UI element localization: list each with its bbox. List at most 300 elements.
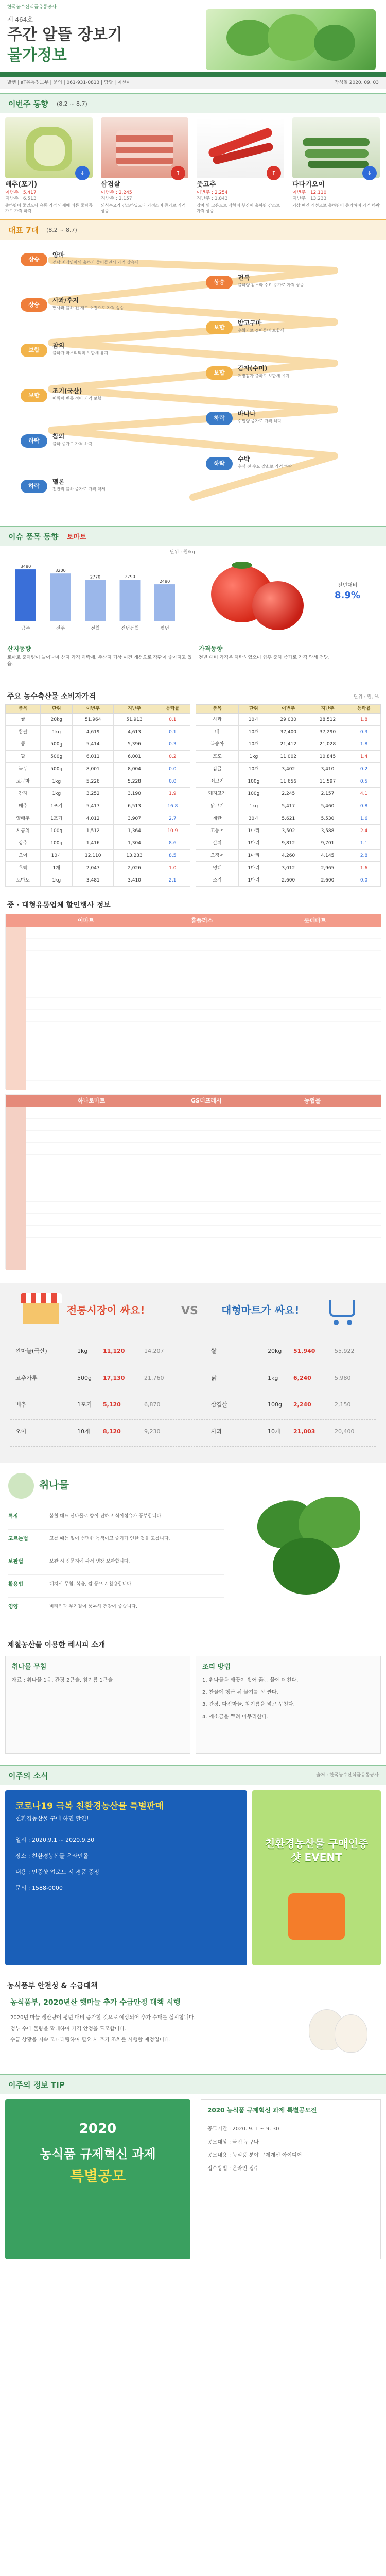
table-row [6,812,190,825]
cart-icon [329,1296,360,1327]
table-cell: 3,502 [269,825,308,837]
status-pill: 상승 [206,276,233,289]
versus-cell: 쌀 [211,1348,217,1354]
table-cell: 찹쌀 [6,726,41,738]
card-price-prev: 지난주 : 6,513 [5,196,37,201]
news-row: 내용 : 인증샷 업로드 시 경품 증정 [15,1868,99,1875]
markets-title: 중 · 대형유통업체 할인행사 정보 [7,901,111,909]
table-cell: 0.1 [155,726,190,738]
versus-cell: 사과 [211,1428,222,1435]
table-header: 품목 [196,705,239,714]
table-cell: 4,260 [269,850,308,862]
recipe-intro-lines [8,1507,224,1620]
item-note: 수확기로 접어들며 보합세 [238,328,285,333]
intro-label: 영양 [8,1604,19,1610]
recipe-left-box [5,1656,190,1754]
versus-cell: 14,207 [144,1348,164,1354]
table-row [196,874,381,887]
item-name: 사과/후지 [52,297,79,304]
recipe-step: 2. 찬물에 헹군 뒤 물기를 꼭 짠다. [202,1689,278,1696]
tick-label-1: 전주 [56,626,65,631]
trend-title: 이슈 품목 동향 [8,532,59,541]
table-cell: 0.2 [155,751,190,763]
table-cell: 9,701 [308,837,347,850]
versus-cell: 8,120 [103,1428,121,1435]
ladder-item [21,341,180,362]
table-cell: 갈치 [196,837,239,850]
table-cell: 4,619 [73,726,114,738]
table-cell: 2.7 [155,812,190,825]
table-row [6,751,190,763]
table-row [6,775,190,788]
poster-year: 2020 [79,2121,117,2137]
table-row [6,850,190,862]
table-cell: 1.1 [347,837,381,850]
table-cell: 100g [41,825,73,837]
recipe-intro-title: 취나물 [39,1479,69,1491]
garlic-image [299,1994,376,2061]
markets-table-2 [5,1094,381,1269]
weekly-title: 이번주 동향 [8,99,48,109]
tick-label-2: 전월 [91,626,100,631]
news-row: 일시 : 2020.9.1 ~ 2020.9.30 [15,1837,95,1843]
table-cell: 3,588 [308,825,347,837]
table-row [196,800,381,812]
versus-cell: 1포기 [77,1401,92,1408]
table-cell: 500g [41,738,73,751]
data-label-0: 3480 [20,564,31,569]
recipe-ingredients: 재료 : 취나물 1봉, 간장 2큰술, 참기름 1큰술 [12,1677,113,1683]
safety-line: 2020년 마늘 생산량이 평년 대비 증가할 것으로 예상되어 추가 수매를 실시합니다. [10,2015,196,2021]
status-pill: 보합 [21,344,47,357]
consumer-title: 주요 농수축산물 소비자가격 [7,692,96,701]
table-cell: 51,913 [114,714,155,726]
tomato-image [206,550,309,638]
versus-cell: 20,400 [335,1428,355,1435]
table-cell: 5,228 [114,775,155,788]
news-title: 이주의 소식 [8,1771,48,1781]
tip-section [0,2074,386,2269]
table-cell: 10,845 [308,751,347,763]
intro-label: 활용법 [8,1582,23,1587]
tip-line: 공모내용 : 농식품 분야 규제개선 아이디어 [207,2153,302,2158]
gift-icon [288,1893,345,1940]
table-cell: 1kg [41,874,73,887]
table-cell: 녹두 [6,763,41,775]
safety-line: 수급 상황을 지속 모니터링하여 필요 시 추가 조치를 시행할 예정입니다. [10,2037,171,2043]
versus-cell: 11,120 [103,1348,125,1354]
table-cell: 3,410 [114,874,155,887]
recipe-section [0,1638,386,1762]
table-cell: 3,252 [73,788,114,800]
versus-section [0,1283,386,1463]
trend-note-right [199,640,379,681]
versus-cell: 고추가루 [15,1375,38,1381]
table-cell: 0.0 [347,874,381,887]
item-name: 전복 [238,274,250,281]
versus-right-title: 대형마트가 싸요! [221,1304,300,1316]
table-row [196,714,381,726]
table-cell: 4,145 [308,850,347,862]
title-line-1: 주간 알뜰 장보기 [7,26,122,44]
intro-line [8,1530,224,1552]
table-cell: 시금치 [6,825,41,837]
table-cell: 1마리 [239,850,269,862]
ladder-item [21,250,180,272]
table-cell: 4,613 [114,726,155,738]
item-note: 수입량 증가로 가격 하락 [238,419,282,423]
trend-note-left [7,640,192,681]
table-row [196,862,381,874]
item-note: 추석 전 수요 감소로 가격 하락 [238,464,292,469]
table-cell: 명태 [196,862,239,874]
ladder-item [21,386,180,408]
table-cell: 20kg [41,714,73,726]
table-cell: 16.8 [155,800,190,812]
table-header: 이번주 [269,705,308,714]
table-header: 이번주 [73,705,114,714]
weekly-section [0,93,386,216]
versus-cell: 6,870 [144,1401,161,1408]
safety-title: 농식품부 안전성 & 수급대책 [7,1982,98,1990]
table-row [6,726,190,738]
table-cell: 37,400 [269,726,308,738]
data-label-3: 2790 [125,574,135,580]
header-vegetable-image [206,9,376,70]
tip-detail-title: 2020 농식품 규제혁신 과제 특별공모전 [207,2107,317,2114]
tick-label-3: 전년동월 [121,626,139,631]
weekly-card-pork [101,117,188,214]
ladder-item [206,273,365,294]
item-note: 전반적 출하 증가로 가격 약세 [52,487,106,492]
item-name: 바나나 [238,410,256,417]
trend-section [0,526,386,685]
table-row [196,850,381,862]
table-cell: 1.6 [347,862,381,874]
table-cell: 8,001 [73,763,114,775]
news-row: 문의 : 1588-0000 [15,1884,63,1891]
bar-3 [120,580,141,621]
up-arrow-icon: ↑ [267,166,281,180]
weekly-subtitle: (8.2 ~ 8.7) [57,100,87,107]
table-row [196,738,381,751]
versus-row [10,1340,376,1366]
tick-label-0: 금주 [21,626,30,631]
status-pill: 하락 [21,434,47,448]
intro-line [8,1552,224,1575]
table-row [196,837,381,850]
table-row [6,825,190,837]
table-cell: 돼지고기 [196,788,239,800]
table-cell: 고등어 [196,825,239,837]
table-row [6,800,190,812]
table-cell: 1kg [239,751,269,763]
table-cell: 2,600 [308,874,347,887]
card-name: 다다기오이 [292,181,325,189]
item-note: 출하 증가로 가격 하락 [52,442,93,446]
table-header: 지난주 [308,705,347,714]
org-name: 한국농수산식품유통공사 [7,5,57,10]
versus-cell: 닭 [211,1375,217,1381]
table-cell: 500g [41,763,73,775]
table-cell: 1마리 [239,874,269,887]
meta-left: 발행 | aT유통정보부 | 문의 | 061-931-0813 | 담당 | 이선미 [7,80,131,86]
table-row [196,788,381,800]
recipe-step: 3. 간장, 다진마늘, 참기름을 넣고 무친다. [202,1702,295,1707]
table-cell: 30개 [239,812,269,825]
event-poster [252,1790,381,1965]
table-cell: 5,417 [73,800,114,812]
weekly-card-pepper [197,117,284,214]
item-name: 멜론 [52,478,65,485]
table-cell: 3,190 [114,788,155,800]
versus-cell: 5,980 [335,1375,351,1381]
table-cell: 조기 [196,874,239,887]
table-row [196,775,381,788]
versus-cell: 5,120 [103,1401,121,1408]
table-row [196,763,381,775]
versus-cell: 깐마늘(국산) [15,1348,47,1354]
table-cell: 1kg [239,800,269,812]
status-pill: 상승 [21,298,47,312]
table-cell: 3,012 [269,862,308,874]
card-price-prev: 지난주 : 13,233 [292,196,327,201]
table-cell: 6,001 [114,751,155,763]
status-pill: 보합 [206,321,233,334]
weekly-card-cucumber [292,117,380,209]
versus-row [10,1366,376,1393]
table-cell: 500g [41,751,73,763]
weekly-card-cabbage [5,117,93,214]
card-desc: 출하량이 줄었으나 유통 가격 약세에 따른 물량증가로 가격 하락 [5,202,93,213]
table-row [6,738,190,751]
recipe-right-title: 조리 방법 [202,1663,231,1671]
table-cell: 51,964 [73,714,114,726]
table-cell: 쌀 [6,714,41,726]
card-price-prev: 지난주 : 1,843 [197,196,228,201]
table-row [6,874,190,887]
yoy-box [319,582,376,602]
item-name: 수박 [238,455,250,463]
versus-cell: 1kg [268,1375,278,1381]
bar-4 [154,584,175,621]
table-cell: 1kg [41,726,73,738]
table-cell: 10개 [239,763,269,775]
item-note: 전남 저장양파의 출하가 줄어들면서 가격 상승세 [52,260,139,265]
table-cell: 1.8 [347,738,381,751]
recipe-section-title: 제철농산물 이용한 레시피 소개 [7,1641,106,1649]
data-label-4: 2480 [159,579,170,584]
table-cell: 상추 [6,837,41,850]
table-row [6,837,190,850]
trend-unit: 단위 : 원/kg [170,550,195,555]
table-cell: 37,290 [308,726,347,738]
ladder-item [21,295,180,317]
table-cell: 콩 [6,738,41,751]
safety-section [0,1978,386,2071]
table-row [6,788,190,800]
card-name: 풋고추 [197,181,216,189]
table-cell: 4,012 [73,812,114,825]
table-cell: 계란 [196,812,239,825]
table-cell: 5,530 [308,812,347,825]
yoy-value: 8.9% [335,589,360,601]
table-cell: 10개 [239,726,269,738]
recipe-steps [202,1677,372,1725]
versus-cell: 오이 [15,1428,27,1435]
table-cell: 11,597 [308,775,347,788]
table-cell: 100g [41,837,73,850]
item-name: 밤고구마 [238,319,262,327]
card-desc: 기상 여건 개선으로 출하량이 증가하여 가격 하락 [292,202,380,208]
versus-cell: 2,240 [293,1401,311,1408]
table-cell: 100g [239,775,269,788]
table-row [196,726,381,738]
table-cell: 배 [196,726,239,738]
card-name: 삼겹살 [101,181,120,189]
table-cell: 호박 [6,862,41,874]
news-source: 출처 : 한국농수산식품유통공사 [316,1773,379,1778]
item-name: 감자(수미) [238,365,268,372]
poster-line-2: 특별공모 [69,2167,126,2184]
yoy-label: 전년대비 [337,583,358,588]
versus-cell: 6,240 [293,1375,311,1381]
item-note: 출하가 마무리되며 보합세 유지 [52,351,109,355]
trend-subtitle: 토마토 [67,533,86,541]
table-row [196,751,381,763]
table-row [6,862,190,874]
table-row [6,714,190,726]
versus-cell: 21,760 [144,1375,164,1381]
meta-right: 작성일 2020. 09. 03 [334,80,379,86]
table-cell: 사과 [196,714,239,726]
table-cell: 0.2 [347,763,381,775]
versus-cell: 17,130 [103,1375,125,1381]
ladder-item [206,409,365,430]
table-cell: 0.8 [347,800,381,812]
intro-line [8,1575,224,1598]
table-cell: 1마리 [239,837,269,850]
recipe-left-title: 취나물 무침 [12,1663,47,1671]
table-cell: 11,656 [269,775,308,788]
table-cell: 1포기 [41,812,73,825]
versus-cell: 100g [268,1401,282,1408]
table-cell: 10개 [239,738,269,751]
table-cell: 0.0 [155,763,190,775]
down-arrow-icon: ↓ [362,166,377,180]
table-cell: 5,226 [73,775,114,788]
card-price-now: 이번주 : 2,245 [101,190,132,195]
item-name: 조기(국산) [52,387,82,395]
table-cell: 0.3 [347,726,381,738]
banner-title: 코로나19 극복 친환경농산물 특별판매 [15,1801,164,1811]
table-cell: 28,512 [308,714,347,726]
tip-poster [5,2099,190,2259]
card-price-now: 이번주 : 12,110 [292,190,327,195]
table-cell: 2,965 [308,862,347,874]
table-cell: 5,460 [308,800,347,812]
card-desc: 외식수요가 감소하였으나 가정소비 증가로 가격 상승 [101,202,186,213]
versus-cell: 51,940 [293,1348,315,1354]
table-cell: 팥 [6,751,41,763]
table-cell: 2,245 [269,788,308,800]
up-arrow-icon: ↑ [171,166,185,180]
versus-cell: 55,922 [335,1348,355,1354]
bar-2 [85,580,106,621]
table-cell: 감자 [6,788,41,800]
consumer-section [0,688,386,894]
table-cell: 5,396 [114,738,155,751]
table-cell: 6,513 [114,800,155,812]
table-cell: 1.4 [347,751,381,763]
ladder-title: 대표 7대 [8,226,39,235]
note-left-text: 토마토 출하량이 늘어나며 산지 가격 하락세. 주산지 기상 여건 개선으로 작황이 좋아지고 있음. [7,655,192,667]
card-price-prev: 지난주 : 2,157 [101,196,132,201]
versus-rows [10,1340,376,1447]
table-header: 품목 [6,705,41,714]
table-cell: 10개 [239,714,269,726]
versus-left-title: 전통시장이 싸요! [67,1304,145,1316]
news-rows [15,1837,237,1900]
table-header: 등락률 [347,705,381,714]
table-cell: 1,512 [73,825,114,837]
table-cell: 0.3 [155,738,190,751]
news-section [0,1765,386,1976]
table-cell: 8.5 [155,850,190,862]
table-cell: 1개 [41,862,73,874]
table-row [196,812,381,825]
table-cell: 3,907 [114,812,155,825]
safety-lines [10,2014,278,2048]
safety-headline: 농식품부, 2020년산 햇마늘 추가 수급안정 대책 시행 [10,1998,181,2007]
table-cell: 1,364 [114,825,155,837]
table-cell: 2,047 [73,862,114,874]
table-cell: 3,481 [73,874,114,887]
chwinamul-image [242,1481,376,1615]
table-cell: 13,233 [114,850,155,862]
versus-row [10,1393,376,1420]
recipe-step: 4. 깨소금을 뿌려 마무리한다. [202,1714,269,1720]
data-label-1: 3200 [55,568,66,573]
status-pill: 보합 [206,366,233,380]
table-cell: 3,402 [269,763,308,775]
data-label-2: 2770 [90,574,101,580]
weekly-cards [5,117,381,215]
status-pill: 보합 [21,389,47,402]
intro-text: 데쳐서 무침, 볶음, 쌈 등으로 활용합니다. [49,1582,133,1587]
intro-text: 비타민과 무기질이 풍부해 건강에 좋습니다. [49,1604,137,1609]
item-name: 참외 [52,433,65,440]
recipe-step: 1. 취나물을 깨끗이 씻어 끓는 물에 데친다. [202,1677,299,1683]
versus-cell: 500g [77,1375,92,1381]
table-cell: 21,412 [269,738,308,751]
card-name: 배추(포기) [5,181,38,189]
table-cell: 3,410 [308,763,347,775]
versus-cell: 9,230 [144,1428,161,1435]
banner-sub: 친환경농산물 구매 하면 할인! [15,1815,89,1822]
note-right-text: 전년 대비 가격은 하락하였으며 향후 출하 증가로 가격 약세 전망. [199,655,330,661]
table-cell: 1kg [41,775,73,788]
store-b: 홈플러스 [191,917,213,924]
table-cell: 2,026 [114,862,155,874]
table-cell: 배추 [6,800,41,812]
table-cell: 4.1 [347,788,381,800]
news-banner [5,1790,247,1965]
table-header: 등락률 [155,705,190,714]
tip-lines [207,2126,372,2178]
versus-cell: 21,003 [293,1428,315,1435]
table-header: 지난주 [114,705,155,714]
